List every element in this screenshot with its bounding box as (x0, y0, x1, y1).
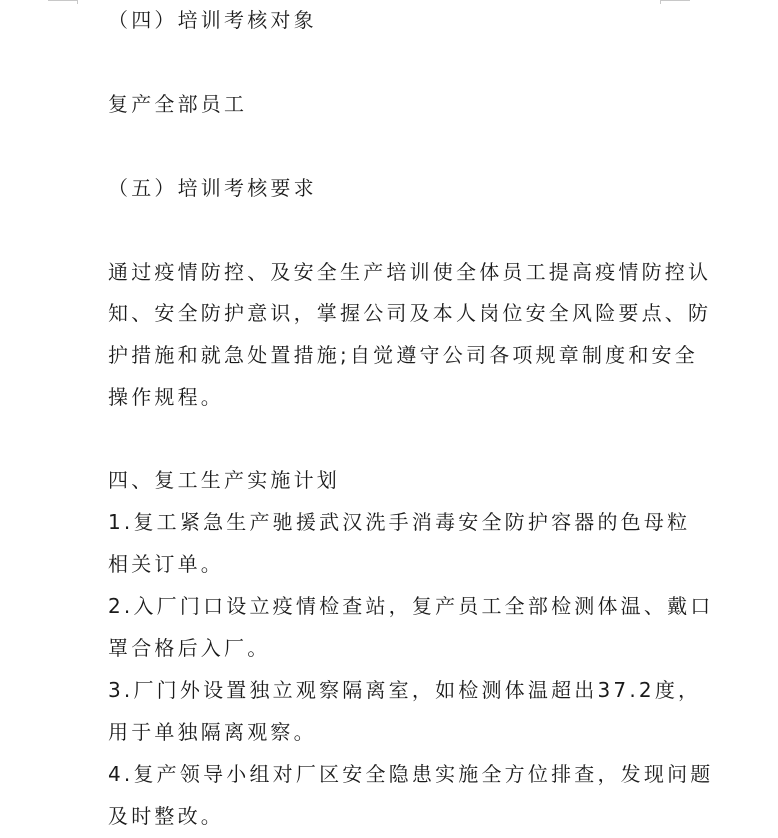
page-corner-mark-left-vertical (77, 0, 78, 4)
section-five-body-line-1: 通过疫情防控、及安全生产培训使全体员工提高疫情防控认 (108, 260, 712, 284)
plan-item-3-line-2: 用于单独隔离观察。 (108, 720, 317, 744)
plan-item-4-line-2: 及时整改。 (108, 804, 224, 828)
plan-item-3-line-1: 3.厂门外设置独立观察隔离室，如检测体温超出37.2度， (108, 678, 702, 702)
page-corner-mark-right (660, 0, 690, 1)
plan-item-1-line-2: 相关订单。 (108, 552, 224, 576)
page-corner-mark-left (48, 0, 78, 1)
section-five-body-line-4: 操作规程。 (108, 385, 224, 409)
section-five-body-line-2: 知、安全防护意识，掌握公司及本人岗位安全风险要点、防 (108, 301, 712, 325)
plan-item-1-line-1: 1.复工紧急生产驰援武汉洗手消毒安全防护容器的色母粒 (108, 510, 691, 534)
section-five-body-line-3: 护措施和就急处置措施;自觉遵守公司各项规章制度和安全 (108, 343, 698, 367)
section-five-heading: （五）培训考核要求 (108, 176, 317, 200)
page-corner-mark-right-vertical (660, 0, 661, 4)
part-four-heading: 四、复工生产实施计划 (108, 468, 340, 492)
plan-item-2-line-2: 罩合格后入厂。 (108, 636, 271, 660)
plan-item-4-line-1: 4.复产领导小组对厂区安全隐患实施全方位排查，发现问题 (108, 762, 714, 786)
plan-item-2-line-1: 2.入厂门口设立疫情检查站，复产员工全部检测体温、戴口 (108, 594, 714, 618)
section-four-heading: （四）培训考核对象 (108, 8, 317, 32)
section-four-body: 复产全部员工 (108, 92, 248, 116)
